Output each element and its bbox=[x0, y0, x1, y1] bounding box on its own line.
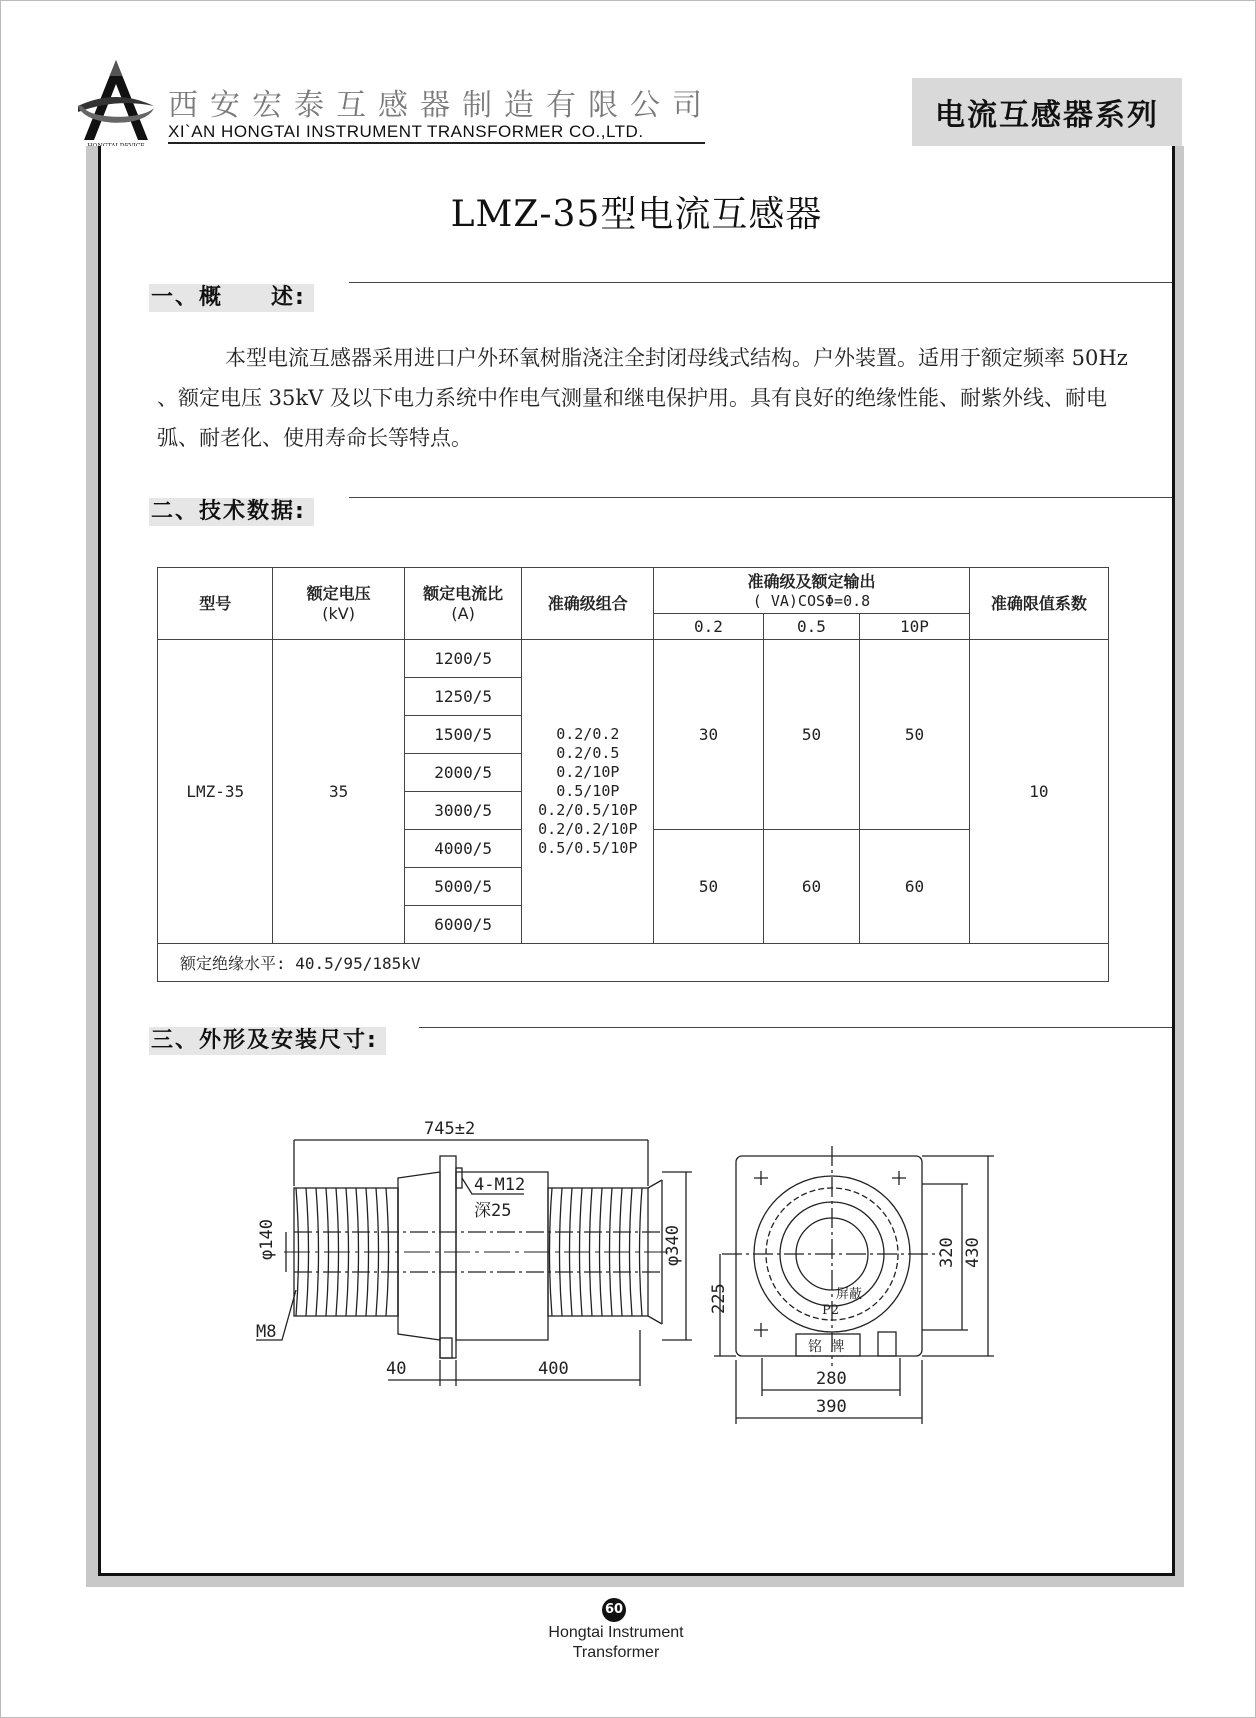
header-output-sub: ( VA)COSΦ=0.8 bbox=[752, 591, 871, 610]
cell-ratio: 2000/5 bbox=[404, 754, 522, 792]
company-name-en: XI`AN HONGTAI INSTRUMENT TRANSFORMER CO.,LTD. bbox=[168, 122, 644, 141]
dim-depth: 深25 bbox=[474, 1201, 512, 1221]
label-shield: 屏蔽 bbox=[836, 1287, 863, 1302]
combo-item: 0.2/0.2/10P bbox=[538, 820, 638, 838]
combo-item: 0.5/0.5/10P bbox=[538, 839, 638, 857]
overview-heading: 一、概 述: bbox=[149, 284, 314, 312]
cell-model: LMZ-35 bbox=[158, 640, 273, 944]
company-name-cn: 西安宏泰互感器制造有限公司 bbox=[168, 88, 714, 123]
section-rule bbox=[419, 1027, 1172, 1028]
header-voltage-label: 额定电压 bbox=[306, 584, 371, 603]
section-rule bbox=[349, 282, 1172, 283]
cell-output-r2-05: 60 bbox=[763, 830, 860, 944]
dim-390: 390 bbox=[816, 1397, 847, 1417]
combo-item: 0.2/10P bbox=[556, 763, 620, 781]
dim-40: 40 bbox=[386, 1359, 407, 1379]
header-combo: 准确级组合 bbox=[522, 568, 654, 640]
cell-ratio: 3000/5 bbox=[404, 792, 522, 830]
dim-320: 320 bbox=[937, 1237, 957, 1268]
cell-output-r1-05: 50 bbox=[763, 640, 860, 830]
series-label: 电流互感器系列 bbox=[935, 98, 1159, 133]
dims-heading: 三、外形及安装尺寸: bbox=[149, 1027, 386, 1055]
cell-ratio: 5000/5 bbox=[404, 868, 522, 906]
header-ratio-label: 额定电流比 bbox=[423, 584, 504, 603]
header-voltage bbox=[273, 568, 404, 640]
page-number: 60 bbox=[602, 1598, 626, 1622]
header-limit: 准确限值系数 bbox=[969, 568, 1108, 640]
header-col-10p: 10P bbox=[860, 614, 969, 640]
header-output-label: 准确级及额定输出 bbox=[747, 571, 876, 591]
content-frame bbox=[98, 146, 1175, 1576]
header-voltage-unit: (kV) bbox=[322, 604, 355, 623]
dim-m8: M8 bbox=[256, 1322, 277, 1342]
tech-heading: 二、技术数据: bbox=[149, 498, 314, 526]
combo-item: 0.2/0.5 bbox=[556, 744, 620, 762]
combo-item: 0.5/10P bbox=[556, 782, 620, 800]
cell-limit: 10 bbox=[969, 640, 1108, 944]
dim-dia-340: φ340 bbox=[663, 1225, 683, 1266]
dim-dia-140: φ140 bbox=[257, 1219, 277, 1260]
footer-line-2: Transformer bbox=[572, 1644, 660, 1661]
label-p2: P2 bbox=[822, 1303, 840, 1318]
cell-output-r1-10p: 50 bbox=[860, 640, 969, 830]
header-underline bbox=[168, 142, 705, 144]
label-nameplate: 铭 牌 bbox=[808, 1339, 845, 1355]
header-ratio-unit: (A) bbox=[451, 604, 475, 623]
insulation-footnote: 额定绝缘水平: 40.5/95/185kV bbox=[158, 944, 1109, 982]
dim-280: 280 bbox=[816, 1369, 847, 1389]
cell-ratio: 1500/5 bbox=[404, 716, 522, 754]
series-banner bbox=[912, 78, 1182, 146]
footer-line-1: Hongtai Instrument bbox=[548, 1624, 684, 1641]
header-col-02: 0.2 bbox=[654, 614, 763, 640]
header-model: 型号 bbox=[158, 568, 273, 640]
dim-bolt: 4-M12 bbox=[474, 1175, 526, 1195]
cell-ratio: 4000/5 bbox=[404, 830, 522, 868]
header-ratio bbox=[404, 568, 522, 640]
combo-item: 0.2/0.5/10P bbox=[538, 801, 638, 819]
header-output bbox=[654, 568, 970, 614]
cell-output-r1-02: 30 bbox=[654, 640, 763, 830]
cell-combos bbox=[522, 640, 654, 944]
dim-total-length: 745±2 bbox=[424, 1119, 476, 1139]
page-title: LMZ-35型电流互感器 bbox=[450, 194, 823, 235]
dim-400: 400 bbox=[538, 1359, 569, 1379]
dim-430: 430 bbox=[963, 1237, 983, 1268]
header-col-05: 0.5 bbox=[763, 614, 860, 640]
cell-voltage: 35 bbox=[273, 640, 404, 944]
dim-225: 225 bbox=[709, 1283, 729, 1314]
cell-ratio: 6000/5 bbox=[404, 906, 522, 944]
cell-output-r2-10p: 60 bbox=[860, 830, 969, 944]
cell-ratio: 1250/5 bbox=[404, 678, 522, 716]
cell-ratio: 1200/5 bbox=[404, 640, 522, 678]
cell-output-r2-02: 50 bbox=[654, 830, 763, 944]
company-logo bbox=[76, 58, 156, 150]
overview-text: 本型电流互感器采用进口户外环氧树脂浇注全封闭母线式结构。户外装置。适用于额定频率 50Hz 、额定电压 35kV 及以下电力系统中作电气测量和继电保护用。具有良好的绝缘性能、耐紫外线、耐电弧、耐老化、使用寿命长等特点。 bbox=[157, 346, 1128, 450]
overview-paragraph bbox=[157, 338, 1137, 458]
spec-table bbox=[157, 567, 1109, 982]
section-rule bbox=[349, 497, 1172, 498]
combo-item: 0.2/0.2 bbox=[556, 725, 620, 743]
